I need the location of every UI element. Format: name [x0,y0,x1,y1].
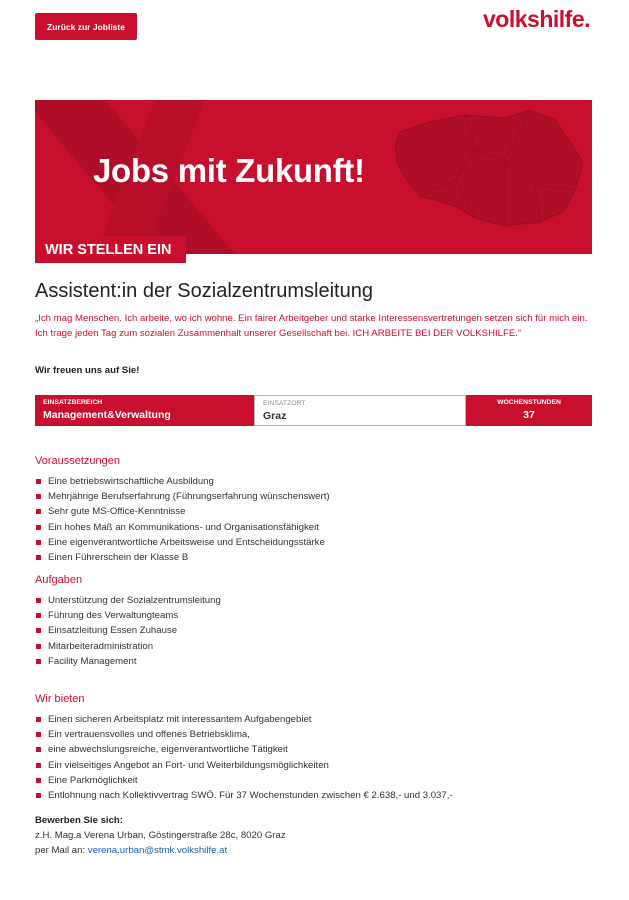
list-item: Führung des Verwaltungteams [35,608,221,623]
list-item: Unterstützung der Sozialzentrumsleitung [35,593,221,608]
tasks-list [35,593,221,669]
area-label: EINSATZBEREICH [43,399,103,406]
hiring-tag: WIR STELLEN EIN [35,236,186,263]
list-item: Entlohnung nach Kollektivvertrag SWÖ. Für 37 Wochenstunden zwischen € 2.638,- und 3.037,- [35,788,453,803]
hours-value: 37 [523,409,535,421]
offers-list [35,712,453,803]
hours-label: WOCHENSTUNDEN [497,399,561,406]
area-value: Management&Verwaltung [43,409,171,421]
back-to-joblist-button[interactable]: Zurück zur Jobliste [35,13,137,40]
list-item: Eine betriebswirtschaftliche Ausbildung [35,474,330,489]
list-item: Eine eigenverantwortliche Arbeitsweise und Entscheidungsstärke [35,535,330,550]
list-item: Ein vertrauensvolles und offenes Betriebsklima, [35,727,453,742]
area-cell [35,395,254,426]
application-info [35,813,286,858]
volkshilfe-logo[interactable]: volkshilfe. [483,6,590,32]
location-value: Graz [263,410,287,422]
apply-mail-prefix: per Mail an: [35,845,88,856]
list-item: Mehrjährige Berufserfahrung (Führungserfahrung wünschenswert) [35,489,330,504]
apply-address: z.H. Mag.a Verena Urban, Göstingerstraße 28c, 8020 Graz [35,830,286,841]
list-item: Ein hohes Maß an Kommunikations- und Organisationsfähigkeit [35,520,330,535]
job-title: Assistent:in der Sozialzentrumsleitung [35,280,373,302]
email-link[interactable]: verena.urban@stmk.volkshilfe.at [87,845,228,856]
hero-banner [35,100,592,254]
tasks-heading: Aufgaben [35,574,83,586]
list-item: Eine Parkmöglichkeit [35,773,453,788]
list-item: Einen Führerschein der Klasse B [35,550,330,565]
offers-heading: Wir bieten [35,693,85,705]
hero-title: Jobs mit Zukunft! [93,152,365,189]
list-item: Facility Management [35,654,221,669]
list-item: Ein vielseitiges Angebot an Fort- und Weiterbildungsmöglichkeiten [35,758,453,773]
list-item: Mitarbeiteradministration [35,639,221,654]
quote-text: „Ich mag Menschen. Ich arbeite, wo ich wohne. Ein fairer Arbeitgeber und starke Interessensvertretungen setzen sich für mich ein. Ich trage jeden Tag zum sozialen Zusammenhalt unserer Gesellschaft bei. ICH ARBEITE BEI DER VOLKSHILFE.“ [35,313,588,339]
hours-cell [466,395,592,426]
apply-mail-line [35,843,286,858]
requirements-list [35,474,330,565]
apply-heading: Bewerben Sie sich: [35,815,123,826]
location-label: EINSATZORT [263,400,306,407]
list-item: Einen sicheren Arbeitsplatz mit interessantem Aufgabengebiet [35,712,453,727]
job-info-bar [35,395,592,426]
welcome-text: Wir freuen uns auf Sie! [35,365,140,376]
list-item: eine abwechslungsreiche, eigenverantwortliche Tätigkeit [35,742,453,757]
list-item: Einsatzleitung Essen Zuhause [35,623,221,638]
location-cell [254,395,466,426]
requirements-heading: Voraussetzungen [35,455,121,467]
list-item: Sehr gute MS-Office-Kenntnisse [35,504,330,519]
